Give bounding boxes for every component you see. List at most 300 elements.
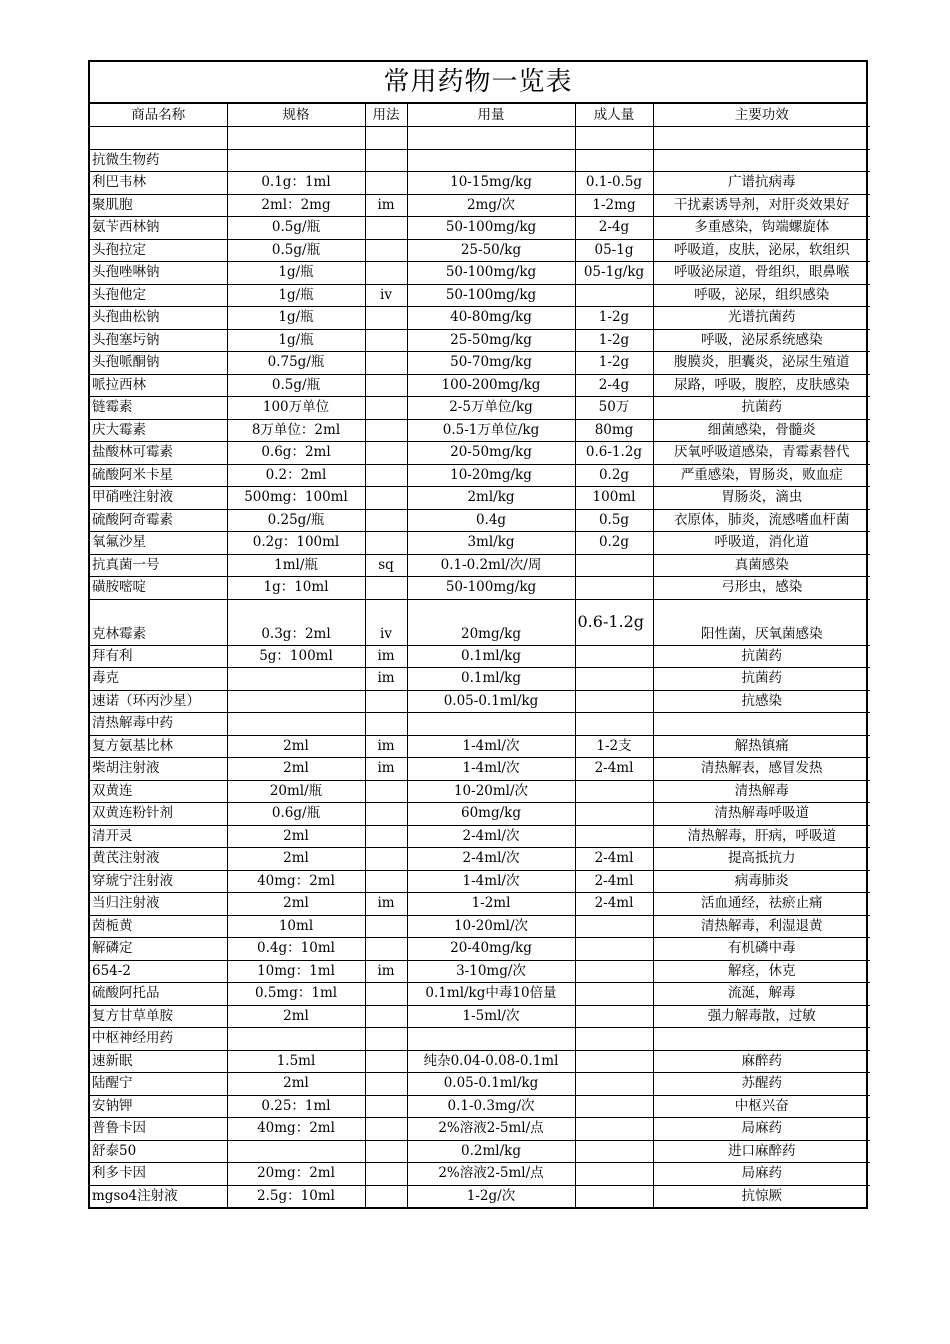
cell-spec: 2ml — [227, 1005, 365, 1028]
table-row — [90, 194, 870, 217]
cell-main-effect: 呼吸道，消化道 — [653, 532, 870, 555]
cell-spec: 0.25：1ml — [227, 1095, 365, 1118]
cell-dosage: 60mg/kg — [407, 803, 575, 826]
table-row — [90, 960, 870, 983]
cell-main-effect: 活血通经，祛瘀止痛 — [653, 893, 870, 916]
cell-spec — [227, 690, 365, 713]
cell-main-effect: 抗感染 — [653, 690, 870, 713]
table-row — [90, 442, 870, 465]
cell-main-effect: 中枢兴奋 — [653, 1095, 870, 1118]
cell-dosage: 0.2ml/kg — [407, 1140, 575, 1163]
cell-main-effect: 干扰素诱导剂，对肝炎效果好 — [653, 194, 870, 217]
cell-main-effect: 清热解毒，利湿退黄 — [653, 915, 870, 938]
cell-usage — [365, 780, 407, 803]
cell-spec: 1g/瓶 — [227, 307, 365, 330]
table-row — [90, 1163, 870, 1186]
cell-spec — [227, 127, 365, 150]
cell-usage — [365, 397, 407, 420]
cell-adult-dose — [575, 645, 653, 668]
cell-dosage: 40-80mg/kg — [407, 307, 575, 330]
cell-adult-dose — [575, 1005, 653, 1028]
cell-main-effect: 有机磷中毒 — [653, 938, 870, 961]
cell-usage — [365, 938, 407, 961]
cell-adult-dose: 2-4g — [575, 374, 653, 397]
cell-adult-dose — [575, 713, 653, 736]
cell-adult-dose — [575, 938, 653, 961]
cell-spec: 0.3g：2ml — [227, 599, 365, 645]
cell-name: 头孢他定 — [90, 284, 227, 307]
cell-usage — [365, 803, 407, 826]
table-row — [90, 239, 870, 262]
cell-main-effect: 弓形虫，感染 — [653, 577, 870, 600]
cell-usage — [365, 127, 407, 150]
cell-name: 庆大霉素 — [90, 419, 227, 442]
cell-name: 当归注射液 — [90, 893, 227, 916]
table-row — [90, 690, 870, 713]
cell-usage — [365, 1185, 407, 1207]
cell-dosage: 3ml/kg — [407, 532, 575, 555]
cell-dosage: 50-100mg/kg — [407, 262, 575, 285]
cell-spec: 0.5mg：1ml — [227, 983, 365, 1006]
cell-adult-dose — [575, 1095, 653, 1118]
cell-dosage: 0.4g — [407, 509, 575, 532]
table-row — [90, 1005, 870, 1028]
cell-dosage: 1-4ml/次 — [407, 870, 575, 893]
cell-name: 茵栀黄 — [90, 915, 227, 938]
cell-usage: im — [365, 758, 407, 781]
table-row — [90, 825, 870, 848]
table-row — [90, 509, 870, 532]
cell-spec: 5g：100ml — [227, 645, 365, 668]
cell-adult-dose — [575, 915, 653, 938]
table-row — [90, 1095, 870, 1118]
cell-main-effect: 提高抵抗力 — [653, 848, 870, 871]
cell-spec: 1.5ml — [227, 1050, 365, 1073]
cell-spec: 2ml — [227, 1073, 365, 1096]
cell-spec: 20ml/瓶 — [227, 780, 365, 803]
table-row — [90, 419, 870, 442]
header-dosage: 用量 — [407, 104, 575, 127]
cell-name: 毒克 — [90, 668, 227, 691]
cell-usage — [365, 915, 407, 938]
cell-name: 舒泰50 — [90, 1140, 227, 1163]
cell-adult-dose: 1-2g — [575, 307, 653, 330]
header-adult-dose: 成人量 — [575, 104, 653, 127]
table-row — [90, 1140, 870, 1163]
cell-usage — [365, 1095, 407, 1118]
cell-usage — [365, 217, 407, 240]
cell-name: 复方甘草单胺 — [90, 1005, 227, 1028]
cell-dosage — [407, 127, 575, 150]
cell-name: 安钠钾 — [90, 1095, 227, 1118]
cell-usage — [365, 374, 407, 397]
cell-spec: 1g/瓶 — [227, 329, 365, 352]
cell-usage — [365, 825, 407, 848]
cell-usage — [365, 307, 407, 330]
cell-spec: 100万单位 — [227, 397, 365, 420]
cell-dosage: 0.1ml/kg — [407, 668, 575, 691]
cell-name: 氧氟沙星 — [90, 532, 227, 555]
cell-dosage: 20mg/kg — [407, 599, 575, 645]
cell-usage — [365, 352, 407, 375]
cell-adult-dose: 0.5g — [575, 509, 653, 532]
cell-name: 速新眠 — [90, 1050, 227, 1073]
cell-spec: 0.6g/瓶 — [227, 803, 365, 826]
cell-main-effect: 强力解毒散，过敏 — [653, 1005, 870, 1028]
header-usage: 用法 — [365, 104, 407, 127]
cell-adult-dose: 0.6-1.2g — [575, 442, 653, 465]
table-row — [90, 262, 870, 285]
cell-name: 甲硝唑注射液 — [90, 487, 227, 510]
cell-adult-dose — [575, 668, 653, 691]
cell-spec: 0.5g/瓶 — [227, 239, 365, 262]
cell-main-effect: 抗惊厥 — [653, 1185, 870, 1207]
cell-name: 头孢塞圬钠 — [90, 329, 227, 352]
cell-usage: im — [365, 735, 407, 758]
table-row — [90, 329, 870, 352]
table-row — [90, 713, 870, 736]
cell-usage — [365, 239, 407, 262]
cell-dosage: 10-20ml/次 — [407, 915, 575, 938]
cell-spec — [227, 149, 365, 172]
cell-spec: 40mg：2ml — [227, 870, 365, 893]
cell-dosage: 10-20mg/kg — [407, 464, 575, 487]
cell-usage: sq — [365, 554, 407, 577]
cell-main-effect: 衣原体，肺炎，流感嗜血杆菌 — [653, 509, 870, 532]
cell-name: 黄芪注射液 — [90, 848, 227, 871]
table-row — [90, 848, 870, 871]
cell-main-effect: 厌氧呼吸道感染，青霉素替代 — [653, 442, 870, 465]
header-main-effect: 主要功效 — [653, 104, 870, 127]
cell-dosage: 1-4ml/次 — [407, 735, 575, 758]
cell-usage: im — [365, 893, 407, 916]
cell-main-effect: 广谱抗病毒 — [653, 172, 870, 195]
cell-name: 解磷定 — [90, 938, 227, 961]
cell-usage — [365, 509, 407, 532]
cell-name: 头孢唑啉钠 — [90, 262, 227, 285]
cell-dosage — [407, 149, 575, 172]
cell-usage — [365, 532, 407, 555]
table-row — [90, 284, 870, 307]
cell-adult-dose — [575, 960, 653, 983]
cell-usage — [365, 870, 407, 893]
cell-name: 克林霉素 — [90, 599, 227, 645]
cell-name: 穿琥宁注射液 — [90, 870, 227, 893]
cell-adult-dose: 2-4g — [575, 217, 653, 240]
cell-name: 磺胺嘧啶 — [90, 577, 227, 600]
header-row — [90, 104, 870, 127]
cell-name: 抗微生物药 — [90, 149, 227, 172]
cell-usage: iv — [365, 599, 407, 645]
table-row — [90, 307, 870, 330]
cell-dosage: 0.05-0.1ml/kg — [407, 1073, 575, 1096]
table-row — [90, 127, 870, 150]
cell-main-effect: 光谱抗菌药 — [653, 307, 870, 330]
cell-spec: 10mg：1ml — [227, 960, 365, 983]
cell-usage — [365, 262, 407, 285]
cell-dosage: 50-70mg/kg — [407, 352, 575, 375]
cell-adult-dose — [575, 983, 653, 1006]
cell-adult-dose — [575, 127, 653, 150]
cell-adult-dose: 0.1-0.5g — [575, 172, 653, 195]
table-row — [90, 1185, 870, 1207]
cell-name: 硫酸阿托品 — [90, 983, 227, 1006]
cell-name: 抗真菌一号 — [90, 554, 227, 577]
cell-adult-dose: 0.2g — [575, 532, 653, 555]
table-row — [90, 217, 870, 240]
cell-name: 利巴韦林 — [90, 172, 227, 195]
cell-main-effect: 抗菌药 — [653, 668, 870, 691]
cell-main-effect: 呼吸，泌尿系统感染 — [653, 329, 870, 352]
cell-name — [90, 127, 227, 150]
cell-usage — [365, 577, 407, 600]
cell-dosage: 1-2g/次 — [407, 1185, 575, 1207]
table-row — [90, 1050, 870, 1073]
cell-adult-dose: 2-4ml — [575, 870, 653, 893]
cell-spec: 40mg：2ml — [227, 1118, 365, 1141]
cell-name: 硫酸阿奇霉素 — [90, 509, 227, 532]
cell-dosage: 2-5万单位/kg — [407, 397, 575, 420]
cell-usage — [365, 848, 407, 871]
table-row — [90, 172, 870, 195]
cell-name: 柴胡注射液 — [90, 758, 227, 781]
cell-dosage: 2%溶液2-5ml/点 — [407, 1163, 575, 1186]
cell-usage — [365, 1050, 407, 1073]
cell-adult-dose — [575, 284, 653, 307]
cell-adult-dose: 1-2g — [575, 352, 653, 375]
cell-adult-dose — [575, 149, 653, 172]
cell-main-effect: 呼吸泌尿道，骨组织，眼鼻喉 — [653, 262, 870, 285]
cell-dosage: 0.1-0.3mg/次 — [407, 1095, 575, 1118]
cell-adult-dose: 0.6-1.2g — [575, 599, 653, 645]
cell-main-effect: 苏醒药 — [653, 1073, 870, 1096]
cell-dosage — [407, 1028, 575, 1051]
drug-table — [90, 104, 870, 1207]
cell-name: 速诺（环丙沙星） — [90, 690, 227, 713]
table-row — [90, 1073, 870, 1096]
cell-main-effect: 病毒肺炎 — [653, 870, 870, 893]
cell-adult-dose — [575, 825, 653, 848]
cell-adult-dose: 80mg — [575, 419, 653, 442]
cell-adult-dose: 1-2mg — [575, 194, 653, 217]
cell-usage — [365, 1118, 407, 1141]
cell-name: 利多卡因 — [90, 1163, 227, 1186]
cell-usage — [365, 149, 407, 172]
cell-usage: im — [365, 668, 407, 691]
cell-main-effect: 清热解毒 — [653, 780, 870, 803]
cell-adult-dose — [575, 1073, 653, 1096]
table-row — [90, 599, 870, 645]
cell-adult-dose: 100ml — [575, 487, 653, 510]
cell-adult-dose — [575, 1118, 653, 1141]
table-row — [90, 464, 870, 487]
cell-dosage: 100-200mg/kg — [407, 374, 575, 397]
cell-name: 硫酸阿米卡星 — [90, 464, 227, 487]
cell-usage — [365, 983, 407, 1006]
cell-name: 聚肌胞 — [90, 194, 227, 217]
table-row — [90, 352, 870, 375]
cell-main-effect: 腹膜炎，胆囊炎，泌尿生殖道 — [653, 352, 870, 375]
table-row — [90, 735, 870, 758]
cell-usage — [365, 1140, 407, 1163]
cell-usage: im — [365, 645, 407, 668]
cell-main-effect: 呼吸道，皮肤，泌尿，软组织 — [653, 239, 870, 262]
cell-main-effect: 麻醉药 — [653, 1050, 870, 1073]
table-row — [90, 577, 870, 600]
cell-name: 清热解毒中药 — [90, 713, 227, 736]
cell-main-effect: 局麻药 — [653, 1163, 870, 1186]
cell-usage — [365, 690, 407, 713]
cell-spec: 1g/瓶 — [227, 284, 365, 307]
cell-adult-dose — [575, 1028, 653, 1051]
cell-usage — [365, 1073, 407, 1096]
cell-dosage: 25-50/kg — [407, 239, 575, 262]
cell-dosage: 3-10mg/次 — [407, 960, 575, 983]
cell-name: 复方氨基比林 — [90, 735, 227, 758]
cell-spec: 2ml — [227, 735, 365, 758]
cell-spec: 2.5g：10ml — [227, 1185, 365, 1207]
table-row — [90, 645, 870, 668]
cell-spec: 20mg：2ml — [227, 1163, 365, 1186]
cell-name: 双黄连 — [90, 780, 227, 803]
cell-dosage: 50-100mg/kg — [407, 577, 575, 600]
cell-name: 头孢曲松钠 — [90, 307, 227, 330]
table-body — [90, 127, 870, 1208]
cell-usage — [365, 1028, 407, 1051]
cell-name: 普鲁卡因 — [90, 1118, 227, 1141]
cell-dosage: 20-40mg/kg — [407, 938, 575, 961]
cell-usage — [365, 713, 407, 736]
cell-main-effect: 尿路，呼吸，腹腔，皮肤感染 — [653, 374, 870, 397]
cell-spec: 2ml — [227, 758, 365, 781]
cell-name: 头孢哌酮钠 — [90, 352, 227, 375]
table-row — [90, 532, 870, 555]
cell-adult-dose — [575, 1140, 653, 1163]
cell-usage: iv — [365, 284, 407, 307]
table-row — [90, 915, 870, 938]
cell-spec — [227, 713, 365, 736]
cell-dosage: 10-20ml/次 — [407, 780, 575, 803]
header-name: 商品名称 — [90, 104, 227, 127]
cell-dosage: 0.05-0.1ml/kg — [407, 690, 575, 713]
cell-adult-dose — [575, 554, 653, 577]
cell-dosage: 2mg/次 — [407, 194, 575, 217]
cell-usage — [365, 172, 407, 195]
cell-main-effect: 真菌感染 — [653, 554, 870, 577]
cell-main-effect: 胃肠炎，滴虫 — [653, 487, 870, 510]
cell-spec: 0.25g/瓶 — [227, 509, 365, 532]
table-row — [90, 487, 870, 510]
cell-dosage: 50-100mg/kg — [407, 217, 575, 240]
table-row — [90, 374, 870, 397]
cell-main-effect — [653, 149, 870, 172]
cell-adult-dose: 1-2g — [575, 329, 653, 352]
cell-adult-dose: 05-1g — [575, 239, 653, 262]
table-row — [90, 893, 870, 916]
cell-dosage: 纯杂0.04-0.08-0.1ml — [407, 1050, 575, 1073]
cell-dosage: 0.1ml/kg — [407, 645, 575, 668]
cell-adult-dose: 2-4ml — [575, 893, 653, 916]
cell-dosage: 2ml/kg — [407, 487, 575, 510]
cell-spec: 8万单位：2ml — [227, 419, 365, 442]
cell-spec: 0.2g：100ml — [227, 532, 365, 555]
table-row — [90, 554, 870, 577]
cell-name: 中枢神经用药 — [90, 1028, 227, 1051]
cell-main-effect: 抗菌药 — [653, 645, 870, 668]
cell-spec: 500mg：100ml — [227, 487, 365, 510]
table-row — [90, 870, 870, 893]
cell-main-effect: 抗菌药 — [653, 397, 870, 420]
cell-spec — [227, 1028, 365, 1051]
cell-usage: im — [365, 960, 407, 983]
cell-spec: 0.1g：1ml — [227, 172, 365, 195]
cell-adult-dose: 2-4ml — [575, 848, 653, 871]
cell-adult-dose — [575, 1163, 653, 1186]
cell-usage — [365, 329, 407, 352]
cell-name: 哌拉西林 — [90, 374, 227, 397]
cell-dosage: 1-2ml — [407, 893, 575, 916]
cell-spec — [227, 1140, 365, 1163]
table-row — [90, 1028, 870, 1051]
cell-main-effect: 细菌感染，骨髓炎 — [653, 419, 870, 442]
cell-main-effect: 解痉，休克 — [653, 960, 870, 983]
cell-name: 头孢拉定 — [90, 239, 227, 262]
cell-adult-dose: 2-4ml — [575, 758, 653, 781]
cell-adult-dose — [575, 1185, 653, 1207]
cell-main-effect: 解热镇痛 — [653, 735, 870, 758]
cell-name: 氨苄西林钠 — [90, 217, 227, 240]
cell-spec: 1g/瓶 — [227, 262, 365, 285]
cell-spec: 10ml — [227, 915, 365, 938]
cell-name: 盐酸林可霉素 — [90, 442, 227, 465]
table-row — [90, 1118, 870, 1141]
cell-spec: 2ml — [227, 825, 365, 848]
table-row — [90, 758, 870, 781]
cell-adult-dose — [575, 803, 653, 826]
cell-main-effect — [653, 713, 870, 736]
cell-adult-dose: 0.2g — [575, 464, 653, 487]
cell-main-effect: 局麻药 — [653, 1118, 870, 1141]
table-row — [90, 938, 870, 961]
cell-spec: 2ml — [227, 848, 365, 871]
table-row — [90, 397, 870, 420]
cell-spec: 0.6g：2ml — [227, 442, 365, 465]
cell-dosage: 1-5ml/次 — [407, 1005, 575, 1028]
cell-dosage: 20-50mg/kg — [407, 442, 575, 465]
cell-spec — [227, 668, 365, 691]
cell-usage — [365, 442, 407, 465]
page-title: 常用药物一览表 — [90, 62, 866, 104]
cell-spec: 2ml — [227, 893, 365, 916]
cell-dosage: 2-4ml/次 — [407, 825, 575, 848]
cell-adult-dose — [575, 690, 653, 713]
cell-dosage: 2%溶液2-5ml/点 — [407, 1118, 575, 1141]
cell-spec: 0.4g：10ml — [227, 938, 365, 961]
cell-spec: 0.5g/瓶 — [227, 217, 365, 240]
header-spec: 规格 — [227, 104, 365, 127]
cell-dosage: 1-4ml/次 — [407, 758, 575, 781]
cell-dosage: 0.1-0.2ml/次/周 — [407, 554, 575, 577]
cell-adult-dose: 05-1g/kg — [575, 262, 653, 285]
cell-spec: 0.2：2ml — [227, 464, 365, 487]
cell-name: 清开灵 — [90, 825, 227, 848]
cell-main-effect — [653, 1028, 870, 1051]
cell-spec: 1g：10ml — [227, 577, 365, 600]
cell-dosage: 25-50mg/kg — [407, 329, 575, 352]
cell-name: 双黄连粉针剂 — [90, 803, 227, 826]
cell-main-effect: 清热解毒，肝病，呼吸道 — [653, 825, 870, 848]
table-row — [90, 983, 870, 1006]
